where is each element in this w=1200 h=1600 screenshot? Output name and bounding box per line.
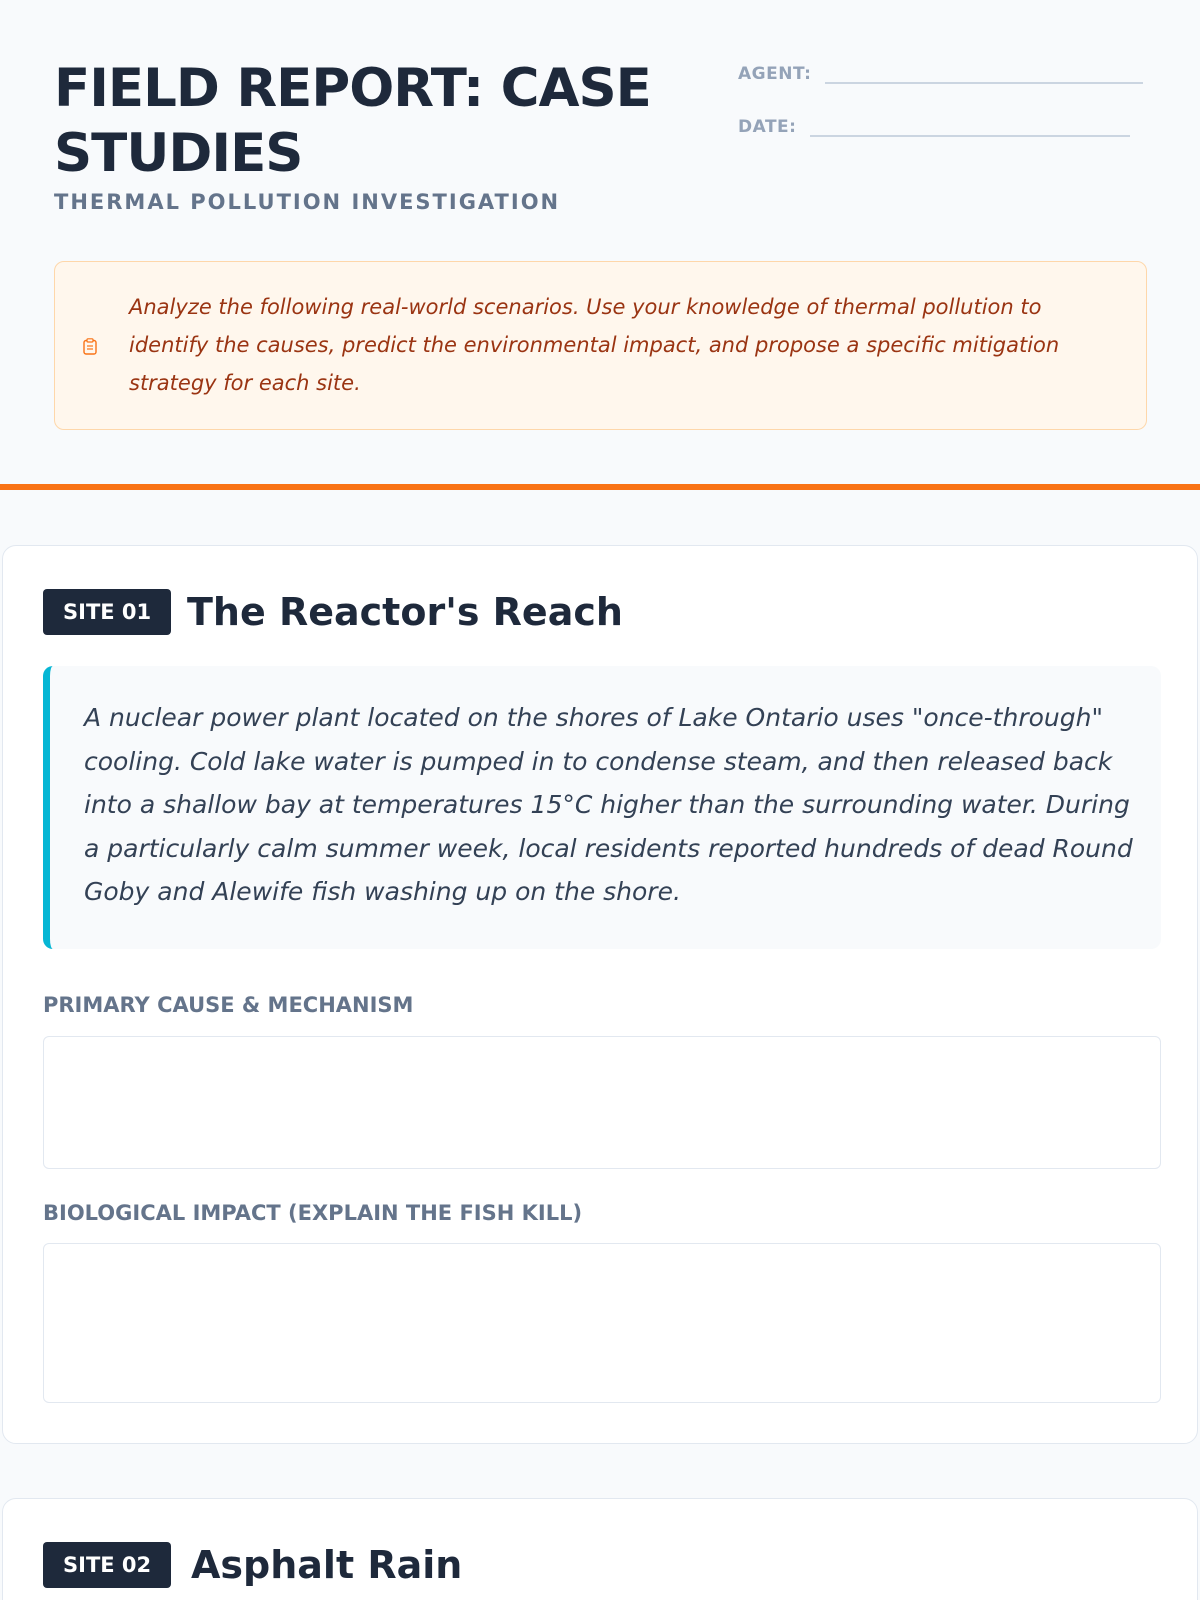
site-badge: SITE 02	[43, 1542, 171, 1588]
site-card-01	[2, 545, 1198, 1444]
header-divider	[0, 484, 1200, 490]
biological-impact-label: BIOLOGICAL IMPACT (EXPLAIN THE FISH KILL)	[43, 1201, 583, 1225]
report-header	[0, 0, 1200, 490]
page-title: FIELD REPORT: CASE STUDIES	[54, 58, 651, 184]
biological-impact-answer-box[interactable]	[43, 1243, 1161, 1403]
site-card-02	[2, 1498, 1198, 1600]
agent-label: AGENT:	[738, 64, 812, 84]
page-subtitle: THERMAL POLLUTION INVESTIGATION	[54, 190, 561, 214]
agent-input-line[interactable]	[825, 62, 1143, 84]
primary-cause-answer-box[interactable]	[43, 1036, 1161, 1169]
primary-cause-label: PRIMARY CAUSE & MECHANISM	[43, 993, 414, 1017]
scenario-box	[43, 666, 1161, 949]
agent-field	[738, 62, 1143, 84]
date-label: DATE:	[738, 117, 797, 137]
site-badge: SITE 01	[43, 589, 171, 635]
date-input-line[interactable]	[810, 115, 1130, 137]
scenario-text: A nuclear power plant located on the shores of Lake Ontario uses "once-through" cooling. Cold lake water is pumped in to condense steam, and then released back into a shallow bay at temperatures 15°C higher than the surrounding water. During a particularly calm summer week, local residents reported hundreds of dead Round Goby and Alewife fish washing up on the shore.	[84, 703, 1133, 906]
date-field	[738, 115, 1130, 137]
site-title: The Reactor's Reach	[187, 590, 623, 634]
instructions-box	[54, 261, 1147, 430]
clipboard-icon	[83, 338, 97, 355]
site-title: Asphalt Rain	[191, 1543, 463, 1587]
instructions-text: Analyze the following real-world scenarios. Use your knowledge of thermal pollution to identify the causes, predict the environmental impact, and propose a specific mitigation strategy for each site.	[129, 295, 1060, 395]
